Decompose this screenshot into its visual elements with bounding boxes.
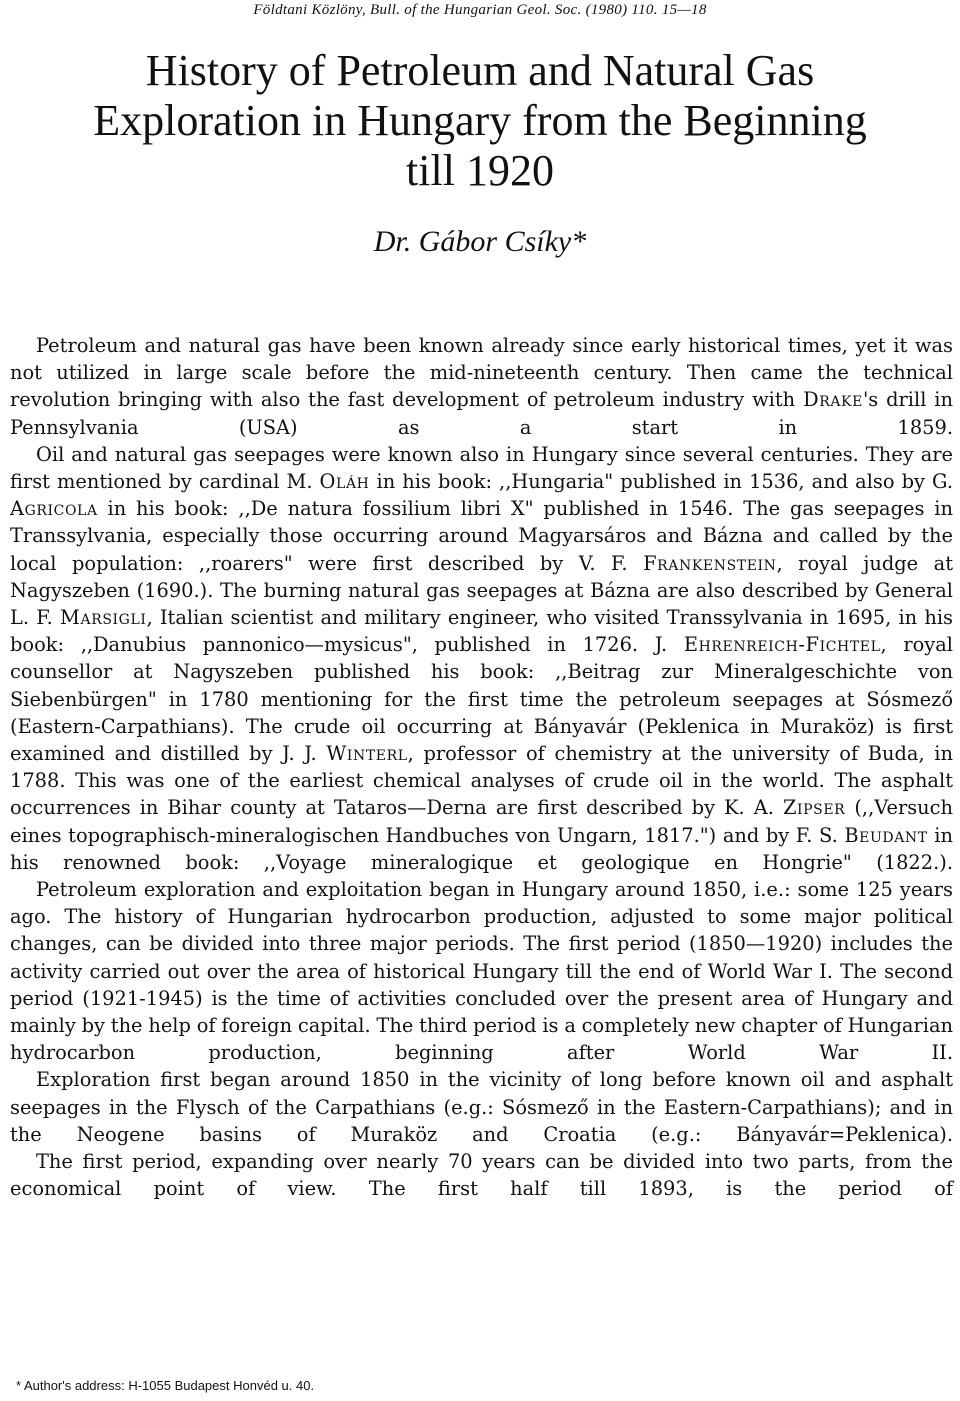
paragraph-4: Exploration first began around 1850 in the vicinity of long before known oil and asphalt seepages in the Flysch of the Carpathians (e.g.: Sósmező in the Eastern-Carpathians); and in the Neogene basins of Muraköz and Croatia (e.g.: Bányavár=Peklenica). — [10, 1068, 953, 1146]
paragraph-2-text-b: in his book: ,,Hungaria" published in 1536, and also by G. — [369, 470, 953, 494]
paragraph-2-text-h: (,,Versuch eines topographisch-mineralogischen Handbuches von Ungarn, 1817.") and by F. S. — [10, 796, 954, 847]
title-line-2: Exploration in Hungary from the Beginning — [93, 96, 867, 145]
paragraph-2-text-i: in his renowned book: ,,Voyage mineralogique et geologique en Hongrie" (1822.). — [10, 823, 953, 874]
paragraph-5: The first period, expanding over nearly 70 years can be divided into two parts, from the economical point of view. The first half till 1893, is the period of — [10, 1150, 953, 1201]
author-name: Dr. Gábor Csíky* — [373, 225, 587, 258]
paragraph-1-text-a: Petroleum and natural gas have been known already since early historical times, yet it was not utilized in large scale before the mid-nineteenth century. Then came the technical revolution bringing with also the fast development of petroleum industry with — [10, 334, 953, 412]
article-title — [0, 46, 960, 196]
paragraph-2-text-c: in his book: ,,De natura fossilium libri X" published in 1546. The gas seepages in Transsylvania, especially those occurring around Magyarsáros and Bázna and called by the local population: ,,roarers" were first described by V. F. — [10, 497, 953, 575]
paragraph-3: Petroleum exploration and exploitation began in Hungary around 1850, i.e.: some 125 years ago. The history of Hungarian hydrocarbon production, adjusted to some major political changes, can be divided into three major periods. The first period (1850—1920) includes the activity carried out over the area of historical Hungary till the end of World War I. The second period (1921-1945) is the time of activities concluded over the present area of Hungary and mainly by the help of foreign capital. The third period is a completely new chapter of Hungarian hydrocarbon production, beginning after World War II. — [10, 878, 953, 1065]
paragraph-2 — [10, 441, 953, 876]
person-drake: Drake — [803, 388, 863, 412]
person-ehrenreich-fichtel: Ehrenreich-Fichtel — [683, 633, 881, 657]
author-address-footnote: * Author's address: H-1055 Budapest Honvéd u. 40. — [16, 1378, 315, 1393]
title-line-1: History of Petroleum and Natural Gas — [145, 46, 815, 95]
title-line-3: till 1920 — [406, 146, 554, 195]
person-frankenstein: Frankenstein — [643, 551, 777, 575]
paragraph-2-text-e: , Italian scientist and military engineer, who visited Transsylvania in 1695, in his book: ,,Danubius pannonico—mysicus", published in 1726. J. — [10, 606, 953, 657]
journal-citation-header: Földtani Közlöny, Bull. of the Hungarian Geol. Soc. (1980) 110. 15—18 — [253, 2, 707, 18]
paragraph-2-text-a: Oil and natural gas seepages were known also in Hungary since several centuries. They are first mentioned by cardinal M. — [10, 442, 953, 494]
paragraph-2-text-d: , royal judge at Nagyszeben (1690.). The burning natural gas seepages at Bázna are also described by General L. F. — [10, 551, 953, 630]
paragraph-2-text-g: , professor of chemistry at the university of Buda, in 1788. This was one of the earliest chemical analyses of crude oil in the world. The asphalt occurrences in Bihar county at Tataros—Derna are first described by K. A. — [10, 742, 953, 820]
person-beudant: Beudant — [844, 823, 928, 847]
person-winterl: Winterl — [326, 742, 408, 766]
article-body — [10, 332, 953, 1203]
paragraph-1-text-b: 's drill in Pennsylvania (USA) as a start in 1859. — [10, 388, 953, 439]
person-zipser: Zipser — [782, 796, 846, 820]
person-agricola: Agricola — [10, 497, 98, 521]
paragraph-2-text-f: , royal counsellor at Nagyszeben published his book: ,,Beitrag zur Mineralgeschichte von Siebenbürgen" in 1780 mentioning for the first time the petroleum seepages at Sósmező (Eastern-Carpathians). The crude oil occurring at Bányavár (Peklenica in Muraköz) is first examined and distilled by J. J. — [10, 633, 953, 766]
person-marsigli: Marsigli — [60, 606, 147, 630]
person-olah: Oláh — [319, 470, 370, 494]
paragraph-1 — [10, 332, 953, 441]
